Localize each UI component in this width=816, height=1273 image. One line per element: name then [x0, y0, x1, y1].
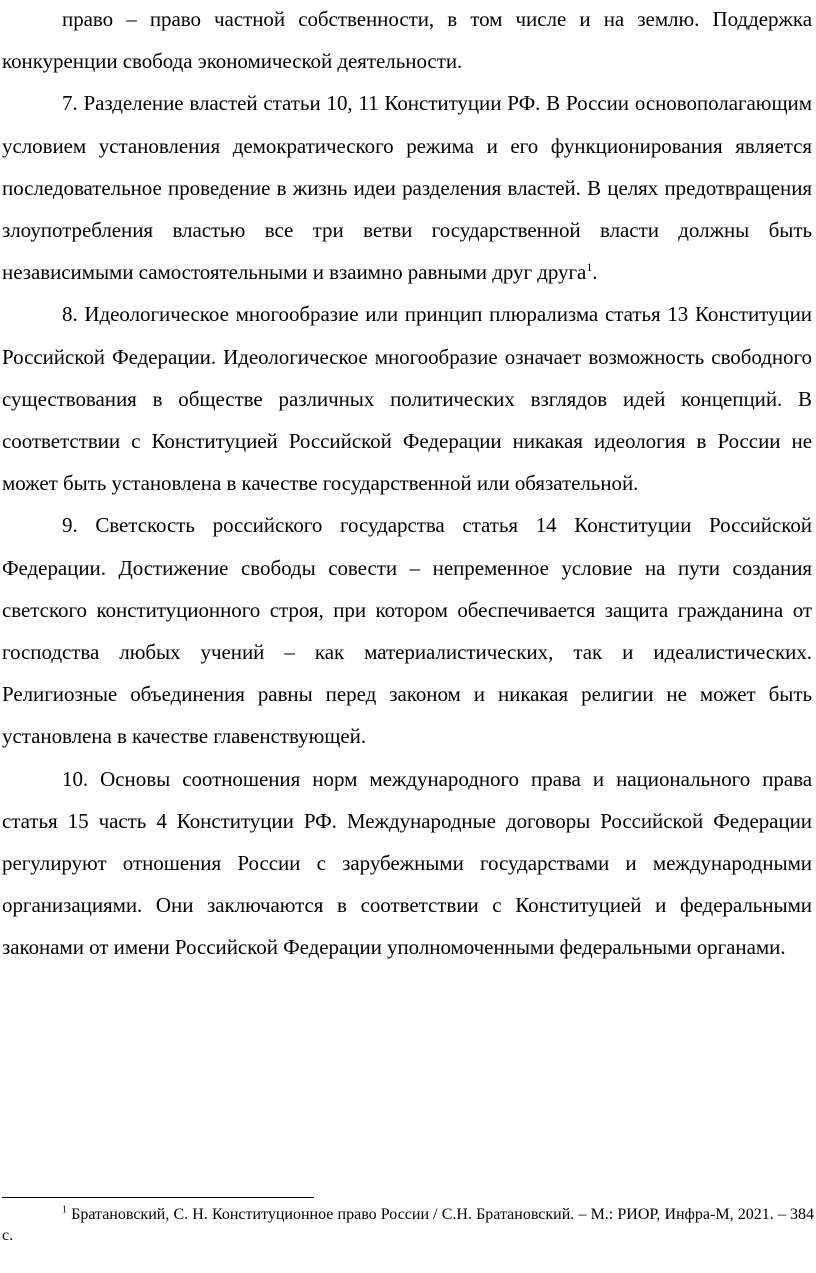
paragraph-secular-state: 9. Светскость российского государства статья 14 Конституции Российской Федерации. Достижение свободы совести – непременное условие на пути создания светского конституционного строя, при котором обеспечивается защита гражданина от господства любых учений – как материалистических, так и идеалистических. Религиозные объединения равны перед законом и никакая религии не может быть установлена в качестве главенствующей. — [2, 513, 812, 749]
document-body — [2, 0, 812, 969]
footnote-separator — [2, 1197, 314, 1198]
footnote — [2, 1204, 814, 1246]
paragraph-separation-of-powers — [2, 82, 812, 293]
footnote-text: Братановский, С. Н. Конституционное право России / С.Н. Братановский. – М.: РИОР, Инфра-М, 2021. – 384 с. — [2, 1206, 814, 1244]
paragraph-property-rights: право – право частной собственности, в том числе и на землю. Поддержка конкуренции свобода экономической деятельности. — [2, 7, 812, 74]
paragraph-text: 7. Разделение властей статьи 10, 11 Конституции РФ. В России основополагающим условием установления демократического режима и его функционирования является последовательное проведение в жизнь идеи разделения властей. В целях предотвращения злоупотребления властью все три ветви государственной власти должны быть независимыми самостоятельными и взаимно равными друг друга — [2, 91, 812, 285]
footnote-marker: 1 — [62, 1204, 67, 1216]
footnote-reference[interactable]: 1 — [586, 260, 593, 275]
paragraph-international-law: 10. Основы соотношения норм международного права и национального права статья 15 часть 4 Конституции РФ. Международные договоры Российской Федерации регулируют отношения России с зарубежными государствами и международными организациями. Они заключаются в соответствии с Конституцией и федеральными законами от имени Российской Федерации уполномоченными федеральными органами. — [2, 766, 812, 960]
paragraph-ideological-diversity: 8. Идеологическое многообразие или принцип плюрализма статья 13 Конституции Российской Федерации. Идеологическое многообразие означает возможность свободного существования в обществе различных политических взглядов идей концепций. В соответствии с Конституцией Российской Федерации никакая идеология в России не может быть установлена в качестве государственной или обязательной. — [2, 302, 812, 496]
paragraph-end: . — [592, 260, 598, 285]
